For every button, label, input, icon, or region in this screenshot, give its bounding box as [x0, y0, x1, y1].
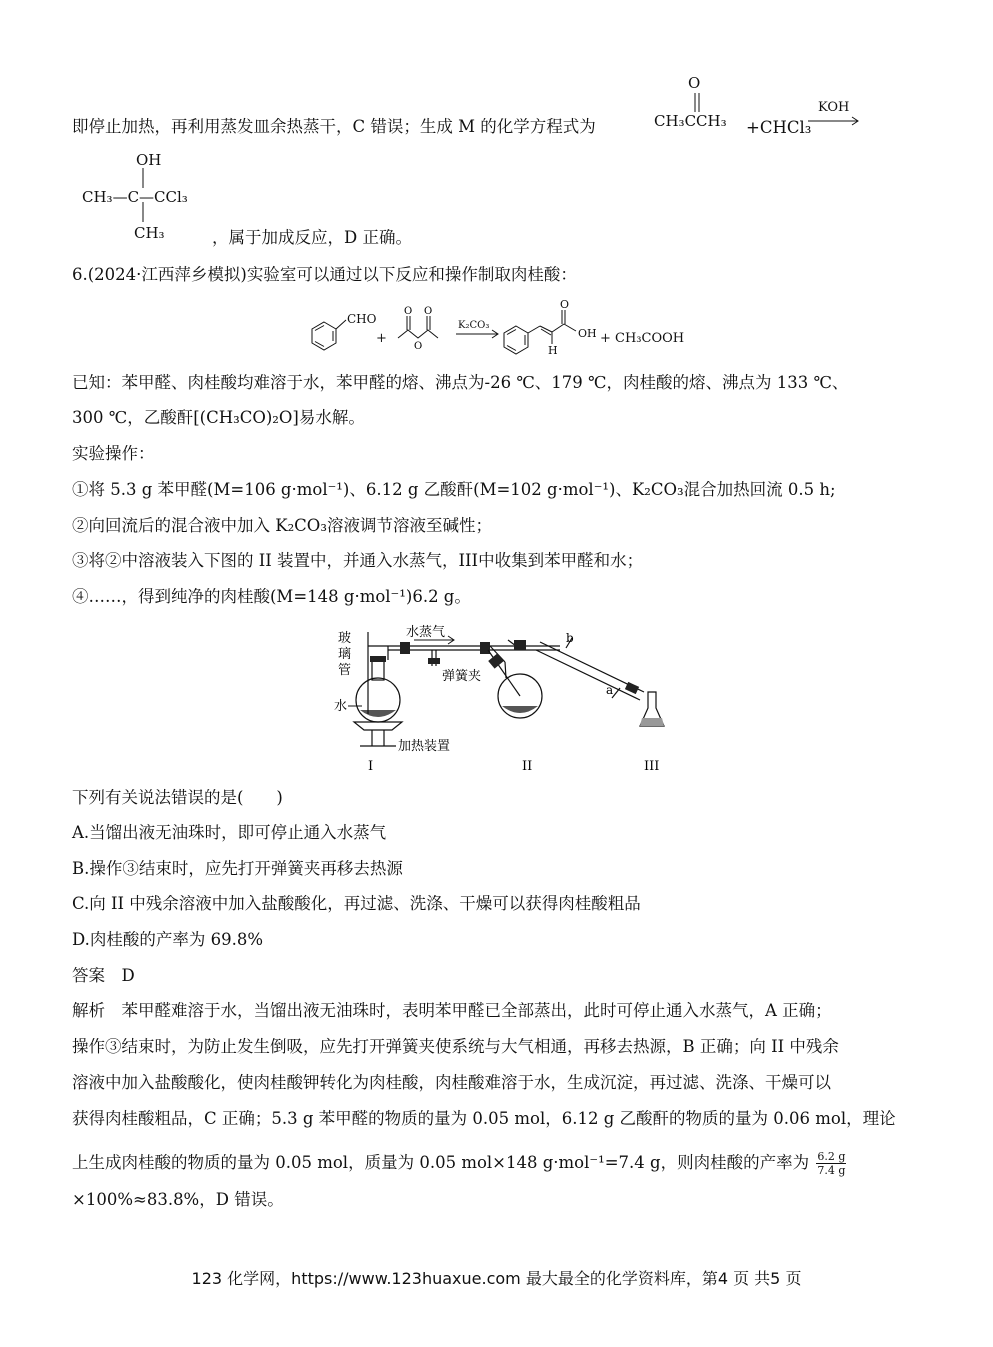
- yield-fraction: [816, 1150, 846, 1177]
- analysis-line-3: 溶液中加入盐酸酸化，使肉桂酸钾转化为肉桂酸，肉桂酸难溶于水，生成沉淀，再过滤、洗涤、干燥可以: [72, 1073, 831, 1092]
- carboxyl-oh: OH: [578, 327, 597, 340]
- analysis-line-5-text: 上生成肉桂酸的物质的量为 0.05 mol，质量为 0.05 mol×148 g·mol⁻¹=7.4 g，则肉桂酸的产率为: [72, 1153, 810, 1172]
- fraction-denominator: 7.4 g: [817, 1164, 846, 1177]
- flask-ii-icon: [488, 640, 542, 718]
- answer: 答案 D: [72, 966, 135, 985]
- acetone-carbonyl-o: O: [688, 74, 701, 92]
- cinnamic-acid-icon: [504, 310, 576, 354]
- benzene-ring-icon: [312, 320, 346, 350]
- question-ask: 下列有关说法错误的是( ): [72, 788, 283, 807]
- k2co3-catalyst: K₂CO₃: [458, 320, 490, 331]
- option-a: A.当馏出液无油珠时，即可停止通入水蒸气: [72, 823, 387, 842]
- apparatus-iii-label: III: [644, 759, 660, 772]
- analysis-line-1: 解析 苯甲醛难溶于水，当馏出液无油珠时，表明苯甲醛已全部蒸出，此时可停止通入水蒸气，A 正确；: [72, 1001, 832, 1020]
- intro-line-1: [72, 116, 596, 138]
- glass-tube-label-1: 玻: [338, 631, 352, 646]
- alpha-h: H: [548, 344, 558, 357]
- operation-3: ③将②中溶液装入下图的 II 装置中，并通入水蒸气，III中收集到苯甲醛和水；: [72, 551, 644, 570]
- option-d: D.肉桂酸的产率为 69.8%: [72, 930, 264, 949]
- clamp-icon: [428, 658, 440, 664]
- fraction-numerator: 6.2 g: [817, 1150, 846, 1163]
- flask-i-icon: [354, 632, 490, 746]
- operations-title: 实验操作：: [72, 444, 155, 463]
- operation-1: ①将 5.3 g 苯甲醛(M=106 g·mol⁻¹)、6.12 g 乙酸酐(M=102 g·mol⁻¹)、K₂CO₃混合加热回流 0.5 h;: [72, 480, 836, 499]
- question-stem: 6.(2024·江西萍乡模拟)实验室可以通过以下反应和操作制取肉桂酸：: [72, 265, 577, 284]
- heater-label: 加热装置: [398, 739, 451, 754]
- carboxyl-o: O: [560, 298, 570, 311]
- svg-text:O: O: [414, 341, 423, 352]
- clamp-label: 弹簧夹: [442, 669, 482, 684]
- glass-tube-label-3: 管: [338, 663, 352, 678]
- apparatus-i-label: I: [368, 759, 374, 772]
- known-line-2: 300 ℃，乙酸酐[(CH₃CO)₂O]易水解。: [72, 408, 365, 427]
- analysis-line-5: [72, 1150, 848, 1177]
- product-oh: OH: [136, 151, 162, 169]
- analysis-end: ×100%≈83.8%，D 错误。: [72, 1190, 284, 1209]
- acetic-acid-product: + CH₃COOH: [600, 331, 685, 346]
- svg-text:O: O: [404, 306, 413, 317]
- intro-text: 即停止加热，再利用蒸发皿余热蒸干，C 错误；生成 M 的化学方程式为: [72, 117, 596, 136]
- condenser-icon: [536, 638, 644, 700]
- svg-text:O: O: [424, 306, 433, 317]
- steam-distillation-apparatus: [330, 622, 670, 772]
- plus-sign: +: [376, 331, 387, 346]
- koh-catalyst: KOH: [818, 100, 850, 115]
- steam-label: 水蒸气: [406, 625, 446, 640]
- aldehyde-group: CHO: [347, 312, 377, 326]
- intro-line-2: ，属于加成反应，D 正确。: [212, 228, 412, 247]
- option-c: C.向 II 中残余溶液中加入盐酸酸化，再过滤、洗涤、干燥可以获得肉桂酸粗品: [72, 894, 641, 913]
- product-ch3: CH₃: [134, 224, 165, 242]
- reaction-arrow-1: [808, 116, 862, 126]
- page-footer: 123 化学网，https://www.123huaxue.com 最大最全的化学资料库，第4 页 共5 页: [191, 1269, 802, 1288]
- acetic-anhydride-icon: [398, 306, 438, 352]
- operation-2: ②向回流后的混合液中加入 K₂CO₃溶液调节溶液至碱性；: [72, 516, 492, 535]
- apparatus-ii-label: II: [522, 759, 533, 772]
- inlet-b-label: b: [566, 631, 574, 645]
- glass-tube-label-2: 璃: [338, 647, 352, 662]
- option-b: B.操作③结束时，应先打开弹簧夹再移去热源: [72, 859, 403, 878]
- product-main-chain: CH₃—C—CCl₃: [82, 188, 188, 206]
- outlet-a-label: a: [606, 683, 614, 697]
- water-label: 水: [334, 699, 348, 714]
- flask-iii-icon: [640, 692, 664, 726]
- analysis-line-4: 获得肉桂酸粗品，C 正确；5.3 g 苯甲醛的物质的量为 0.05 mol，6.12 g 乙酸酐的物质的量为 0.06 mol，理论: [72, 1109, 896, 1128]
- analysis-line-2: 操作③结束时，为防止发生倒吸，应先打开弹簧夹使系统与大气相通，再移去热源，B 正确；向 II 中残余: [72, 1037, 839, 1056]
- cinnamic-acid-reaction: [300, 294, 700, 360]
- chcl3-reagent: +CHCl₃: [746, 118, 812, 137]
- known-line-1: 已知：苯甲醛、肉桂酸均难溶于水，苯甲醛的熔、沸点为-26 ℃、179 ℃，肉桂酸的熔、沸点为 133 ℃、: [72, 373, 849, 392]
- carbonyl-double-bond: [692, 92, 702, 114]
- acetone-formula: CH₃CCH₃: [654, 112, 727, 130]
- operation-4: ④……，得到纯净的肉桂酸(M=148 g·mol⁻¹)6.2 g。: [72, 587, 471, 606]
